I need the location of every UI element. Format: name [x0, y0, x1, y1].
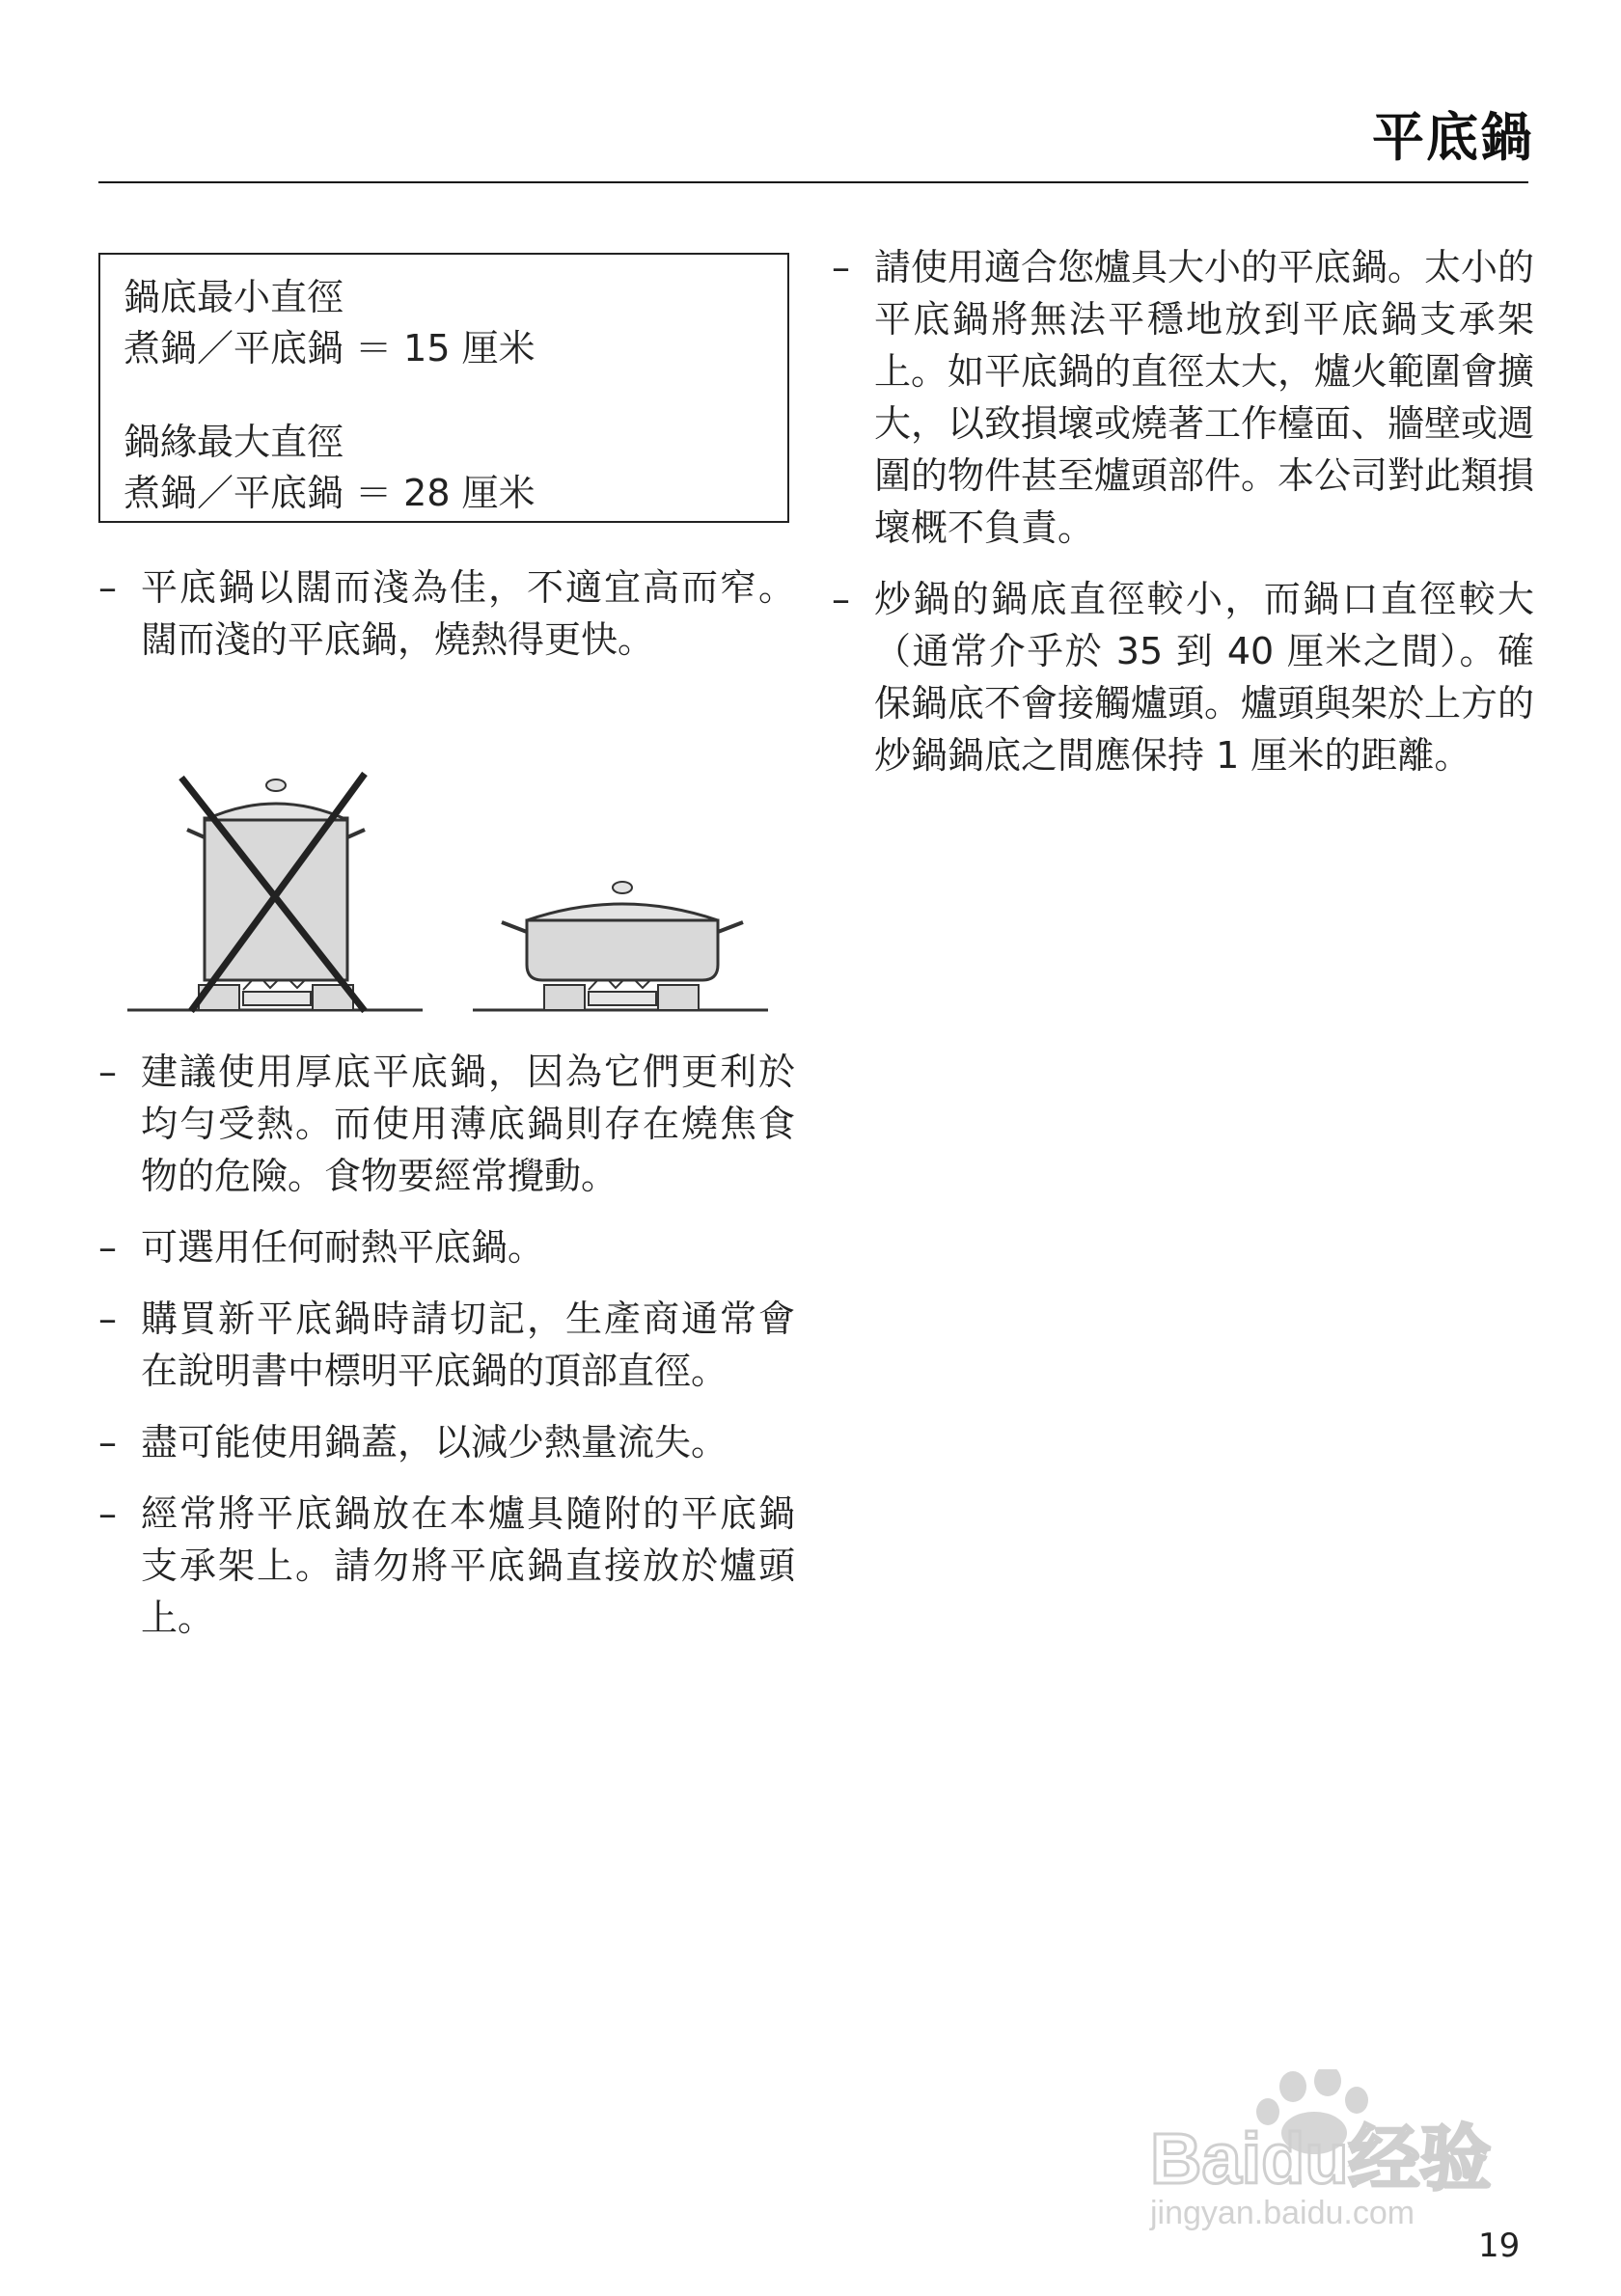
spec-box [98, 253, 789, 523]
list-item [98, 1416, 795, 1468]
list-item-text: 經常將平底鍋放在本爐具隨附的平底鍋支承架上。請勿將平底鍋直接放於爐頭上。 [141, 1492, 795, 1639]
spec-min-label: 鍋底最小直徑 [124, 276, 344, 318]
bullet-dash: – [832, 246, 850, 288]
watermark-brand: Baidu经验 [1150, 2118, 1492, 2199]
page-title: 平底鍋 [1372, 107, 1534, 168]
bullet-dash: – [832, 578, 850, 620]
list-item [98, 1046, 795, 1202]
bullet-dash: – [98, 1298, 117, 1340]
pot-comparison-illustration [98, 685, 795, 1028]
page-number: 19 [1478, 2227, 1521, 2265]
bullet-dash: – [98, 1421, 117, 1463]
wide-shallow-pot-icon [473, 882, 768, 1010]
list-item [98, 561, 795, 666]
tall-pot-crossed-icon [127, 774, 423, 1011]
title-divider [98, 181, 1528, 183]
list-item [98, 1293, 795, 1397]
list-item-text: 炒鍋的鍋底直徑較小，而鍋口直徑較大（通常介乎於 35 到 40 厘米之間）。確保鍋底不會接觸爐頭。爐頭與架於上方的炒鍋鍋底之間應保持 1 厘米的距離。 [874, 578, 1535, 777]
baidu-watermark [1148, 2069, 1553, 2233]
bullet-dash: – [98, 1051, 117, 1093]
spec-max-label: 鍋緣最大直徑 [124, 421, 344, 463]
list-item [832, 241, 1534, 554]
right-column [832, 241, 1534, 801]
list-item-text: 盡可能使用鍋蓋，以減少熱量流失。 [141, 1421, 728, 1463]
left-column [98, 561, 795, 1663]
bullet-dash: – [98, 566, 117, 609]
list-item [98, 1488, 795, 1644]
list-item [832, 573, 1534, 781]
list-item-text: 建議使用厚底平底鍋，因為它們更利於均勻受熱。而使用薄底鍋則存在燒焦食物的危險。食物要經常攪動。 [141, 1051, 795, 1197]
list-item-text: 平底鍋以闊而淺為佳，不適宜高而窄。闊而淺的平底鍋，燒熱得更快。 [141, 566, 795, 661]
spec-max-value: 煮鍋／平底鍋 ＝ 28 厘米 [124, 472, 536, 514]
pot-illustration [98, 685, 795, 1028]
list-item-text: 可選用任何耐熱平底鍋。 [141, 1226, 545, 1269]
bullet-dash: – [98, 1226, 117, 1269]
paw-logo-icon [1148, 2069, 1553, 2233]
bullet-dash: – [98, 1492, 117, 1535]
spec-min-value: 煮鍋／平底鍋 ＝ 15 厘米 [124, 327, 536, 369]
list-item-text: 購買新平底鍋時請切記，生產商通常會在說明書中標明平底鍋的頂部直徑。 [141, 1298, 795, 1392]
list-item [98, 1221, 795, 1273]
watermark-url: jingyan.baidu.com [1150, 2195, 1415, 2231]
list-item-text: 請使用適合您爐具大小的平底鍋。太小的平底鍋將無法平穩地放到平底鍋支承架上。如平底鍋的直徑太大，爐火範圍會擴大，以致損壞或燒著工作檯面、牆壁或週圍的物件甚至爐頭部件。本公司對此類損壞概不負責。 [874, 246, 1535, 549]
